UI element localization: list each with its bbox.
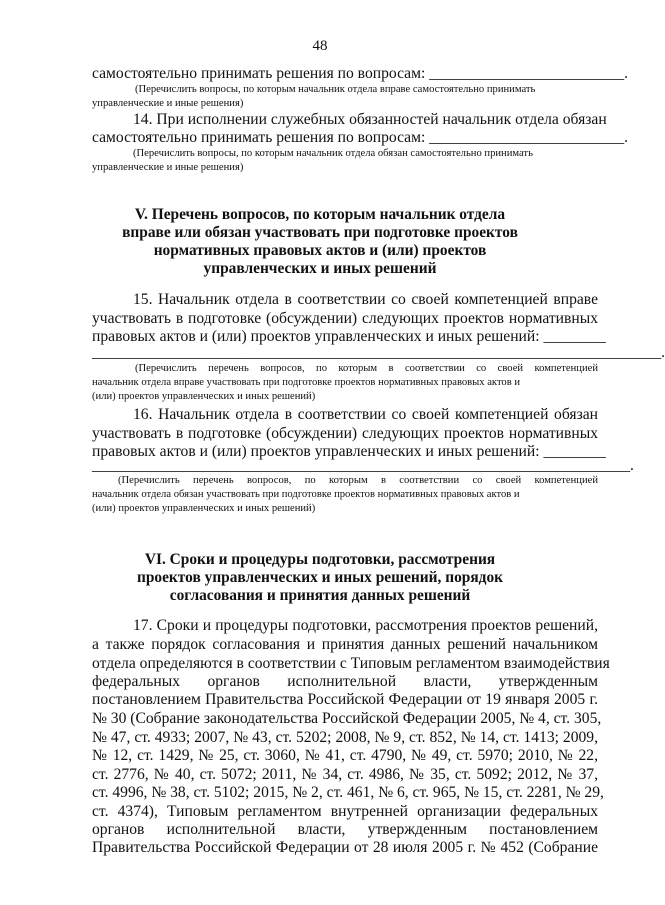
section-5-heading-line: V. Перечень вопросов, по которым начальник отдела: [134, 206, 506, 223]
footnote-line: (Перечислить перечень вопросов, по которым в соответствии со своей компетенцией: [118, 475, 598, 486]
footnote-line: (Перечислить перечень вопросов, по которым в соответствии со своей компетенцией: [135, 363, 598, 374]
footnote-line: управленческие и иные решения): [92, 98, 244, 109]
item-16-blank-line: _____________________________________________________________________.: [92, 457, 634, 474]
item-15-blank-line: _________________________________________________________________________.: [92, 344, 665, 361]
footnote-line: начальник отдела вправе участвовать при подготовке проектов нормативных правовых актов и: [92, 377, 521, 388]
item-17-line: № 12, ст. 1429, № 25, ст. 3060, № 41, ст. 4790, № 49, ст. 5970; 2010, № 22,: [92, 747, 598, 764]
item-17-line: ст. 4996, № 38, ст. 5102; 2015, № 2, ст. 461, № 6, ст. 965, № 15, ст. 2281, № 29,: [92, 784, 604, 801]
footnote-line: (Перечислить вопросы, по которым начальник отдела вправе самостоятельно принимать: [135, 84, 536, 95]
item-17-line: 17. Сроки и процедуры подготовки, рассмотрения проектов решений,: [133, 617, 598, 634]
section-6-heading-line: проектов управленческих и иных решений, порядок: [136, 569, 504, 586]
item-16-line: 16. Начальник отдела в соответствии со своей компетенцией обязан: [133, 406, 598, 423]
item-14-line: самостоятельно принимать решения по вопросам: _________________________.: [92, 129, 629, 146]
item-17-line: отдела определяются в соответствии с Типовым регламентом взаимодействия: [92, 655, 610, 672]
page-number: 48: [312, 38, 328, 54]
item-17-line: федеральных органов исполнительной власти, утвержденным: [92, 673, 598, 690]
item-17-line: ст. 2776, № 40, ст. 5072; 2011, № 34, ст. 4986, № 35, ст. 5092; 2012, № 37,: [92, 766, 598, 783]
text-line: самостоятельно принимать решения по вопросам: _________________________.: [92, 65, 629, 82]
footnote-line: (или) проектов управленческих и иных решений): [92, 391, 316, 402]
section-5-heading-line: управленческих и иных решений: [203, 260, 437, 277]
item-15-line: участвовать в подготовке (обсуждении) следующих проектов нормативных: [92, 310, 598, 327]
item-15-line: правовых актов и (или) проектов управленческих и иных решений: ________: [92, 328, 606, 345]
item-17-line: Правительства Российской Федерации от 28 июля 2005 г. № 452 (Собрание: [92, 839, 598, 856]
footnote-line: (Перечислить вопросы, по которым начальник отдела обязан самостоятельно принимать: [133, 148, 533, 159]
section-5-heading-line: вправе или обязан участвовать при подготовке проектов: [122, 224, 518, 241]
item-17-line: органов исполнительной власти, утвержденным постановлением: [92, 821, 598, 838]
footnote-line: управленческие и иные решения): [92, 162, 244, 173]
item-17-line: ст. 4374), Типовым регламентом внутренней организации федеральных: [92, 803, 598, 820]
item-17-line: № 30 (Собрание законодательства Российской Федерации 2005, № 4, ст. 305,: [92, 710, 602, 727]
item-15-line: 15. Начальник отдела в соответствии со своей компетенцией вправе: [133, 291, 598, 308]
section-6-heading-line: согласования и принятия данных решений: [169, 587, 471, 604]
item-16-line: участвовать в подготовке (обсуждении) следующих проектов нормативных: [92, 425, 598, 442]
section-6-heading-line: VI. Сроки и процедуры подготовки, рассмотрения: [144, 551, 496, 568]
item-16-line: правовых актов и (или) проектов управленческих и иных решений: ________: [92, 443, 606, 460]
section-5-heading-line: нормативных правовых актов и (или) проектов: [153, 242, 487, 259]
item-17-line: постановлением Правительства Российской Федерации от 19 января 2005 г.: [92, 691, 598, 708]
item-14-line: 14. При исполнении служебных обязанностей начальник отдела обязан: [133, 111, 607, 128]
item-17-line: а также порядок согласования и принятия данных решений начальником: [92, 636, 598, 653]
footnote-line: (или) проектов управленческих и иных решений): [92, 503, 316, 514]
item-17-line: № 47, ст. 4933; 2007, № 43, ст. 5202; 2008, № 9, ст. 852, № 14, ст. 1413; 2009,: [92, 729, 598, 746]
footnote-line: начальник отдела обязан участвовать при подготовке проектов нормативных правовых актов и: [92, 489, 520, 500]
